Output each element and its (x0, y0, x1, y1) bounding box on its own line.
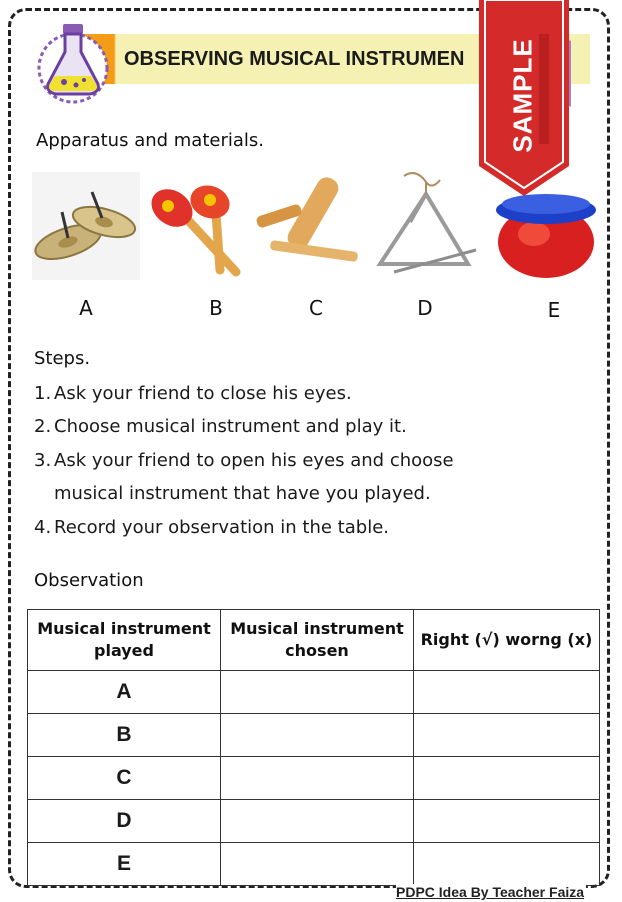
observation-heading: Observation (34, 570, 144, 591)
apparatus-heading: Apparatus and materials. (36, 130, 265, 151)
steps-heading: Steps. (34, 348, 91, 369)
chosen-cell[interactable] (221, 757, 414, 800)
maracas-image (146, 178, 250, 278)
played-cell: B (28, 714, 221, 757)
chosen-cell[interactable] (221, 714, 414, 757)
played-cell: C (28, 757, 221, 800)
column-header: Musical instrument played (28, 610, 221, 671)
step-item: 4. Record your observation in the table. (34, 517, 389, 538)
column-header: Right (√) worng (x) (414, 610, 600, 671)
chosen-cell[interactable] (221, 671, 414, 714)
item-label-b: B (209, 296, 223, 320)
wooden-clappers-image (252, 170, 362, 276)
chosen-cell[interactable] (221, 800, 414, 843)
step-item: musical instrument that have you played. (54, 483, 431, 504)
table-row (28, 757, 600, 800)
sample-stamp: SAMPLE (507, 37, 538, 153)
result-cell[interactable] (414, 757, 600, 800)
table-row (28, 843, 600, 886)
result-cell[interactable] (414, 800, 600, 843)
flask-icon (36, 18, 110, 108)
table-row (28, 671, 600, 714)
footer-credit: PDPC Idea By Teacher Faiza (396, 884, 585, 900)
observation-table (27, 609, 600, 886)
page-title: OBSERVING MUSICAL INSTRUMEN (124, 48, 465, 70)
result-cell[interactable] (414, 714, 600, 757)
step-item: 2. Choose musical instrument and play it. (34, 416, 407, 437)
played-cell: A (28, 671, 221, 714)
item-label-a: A (79, 296, 93, 320)
step-item: 3. Ask your friend to open his eyes and choose (34, 450, 454, 471)
item-label-e: E (547, 298, 561, 322)
castanet-image (494, 186, 602, 280)
table-header-row (28, 610, 600, 671)
cymbals-image (32, 172, 140, 280)
item-label-d: D (417, 296, 433, 320)
table-row (28, 800, 600, 843)
triangle-image (370, 166, 480, 282)
played-cell: E (28, 843, 221, 886)
item-label-c: C (309, 296, 323, 320)
result-cell[interactable] (414, 671, 600, 714)
step-item: 1. Ask your friend to close his eyes. (34, 383, 352, 404)
result-cell[interactable] (414, 843, 600, 886)
played-cell: D (28, 800, 221, 843)
column-header: Musical instrument chosen (221, 610, 414, 671)
chosen-cell[interactable] (221, 843, 414, 886)
table-row (28, 714, 600, 757)
